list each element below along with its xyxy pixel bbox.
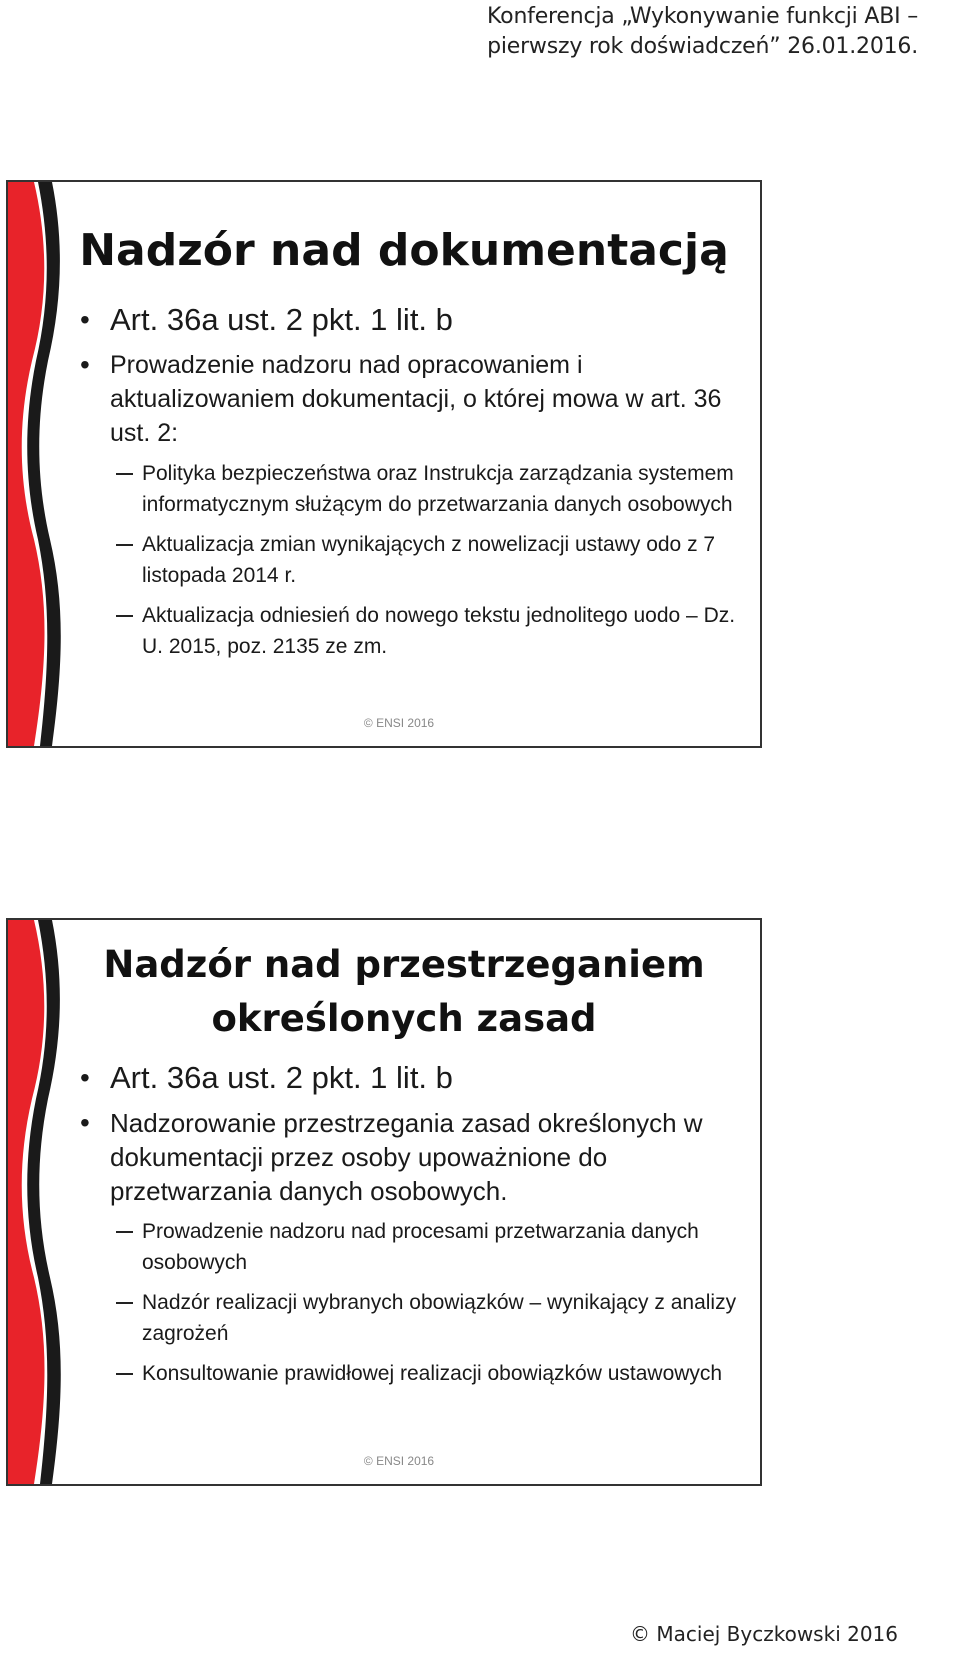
slide-content — [80, 1058, 742, 1398]
slide-title: Nadzór nad dokumentacją — [79, 225, 729, 276]
sub-item: Aktualizacja odniesień do nowego tekstu jednolitego uodo – Dz. U. 2015, poz. 2135 ze zm. — [80, 600, 742, 662]
slide-copyright: © ENSI 2016 — [363, 716, 435, 730]
slide-copyright: © ENSI 2016 — [363, 1454, 435, 1468]
slide-title-line-1: Nadzór nad przestrzeganiem — [103, 943, 705, 986]
bullet-item: • Nadzorowanie przestrzegania zasad określonych w dokumentacji przez osoby upoważnione do przetwarzania danych osobowych. — [80, 1106, 742, 1208]
slide-title-line-2: określonych zasad — [211, 997, 597, 1040]
header-line-2: pierwszy rok doświadczeń” 26.01.2016. — [487, 34, 918, 59]
page-footer: © Maciej Byczkowski 2016 — [630, 1622, 898, 1646]
slide-title — [78, 938, 730, 1046]
sub-item: Nadzór realizacji wybranych obowiązków – wynikający z analizy zagrożeń — [80, 1287, 742, 1349]
slide-decoration-stripes — [8, 182, 72, 746]
bullet-item: • Art. 36a ust. 2 pkt. 1 lit. b — [80, 300, 742, 340]
sub-item: Prowadzenie nadzoru nad procesami przetwarzania danych osobowych — [80, 1216, 742, 1278]
sub-item: Polityka bezpieczeństwa oraz Instrukcja zarządzania systemem informatycznym służącym do przetwarzania danych osobowych — [80, 458, 742, 520]
slide-content — [80, 300, 742, 671]
sub-item: Konsultowanie prawidłowej realizacji obowiązków ustawowych — [80, 1358, 742, 1389]
slide-decoration-stripes — [8, 920, 72, 1484]
slide-rules-supervision — [6, 918, 762, 1486]
header-line-1: Konferencja „Wykonywanie funkcji ABI – — [487, 4, 918, 29]
bullet-item: • Prowadzenie nadzoru nad opracowaniem i aktualizowaniem dokumentacji, o której mowa w art. 36 ust. 2: — [80, 348, 742, 450]
slide-documentation-supervision — [6, 180, 762, 748]
bullet-item: • Art. 36a ust. 2 pkt. 1 lit. b — [80, 1058, 742, 1098]
page-header — [398, 2, 918, 62]
sub-item: Aktualizacja zmian wynikających z nowelizacji ustawy odo z 7 listopada 2014 r. — [80, 529, 742, 591]
